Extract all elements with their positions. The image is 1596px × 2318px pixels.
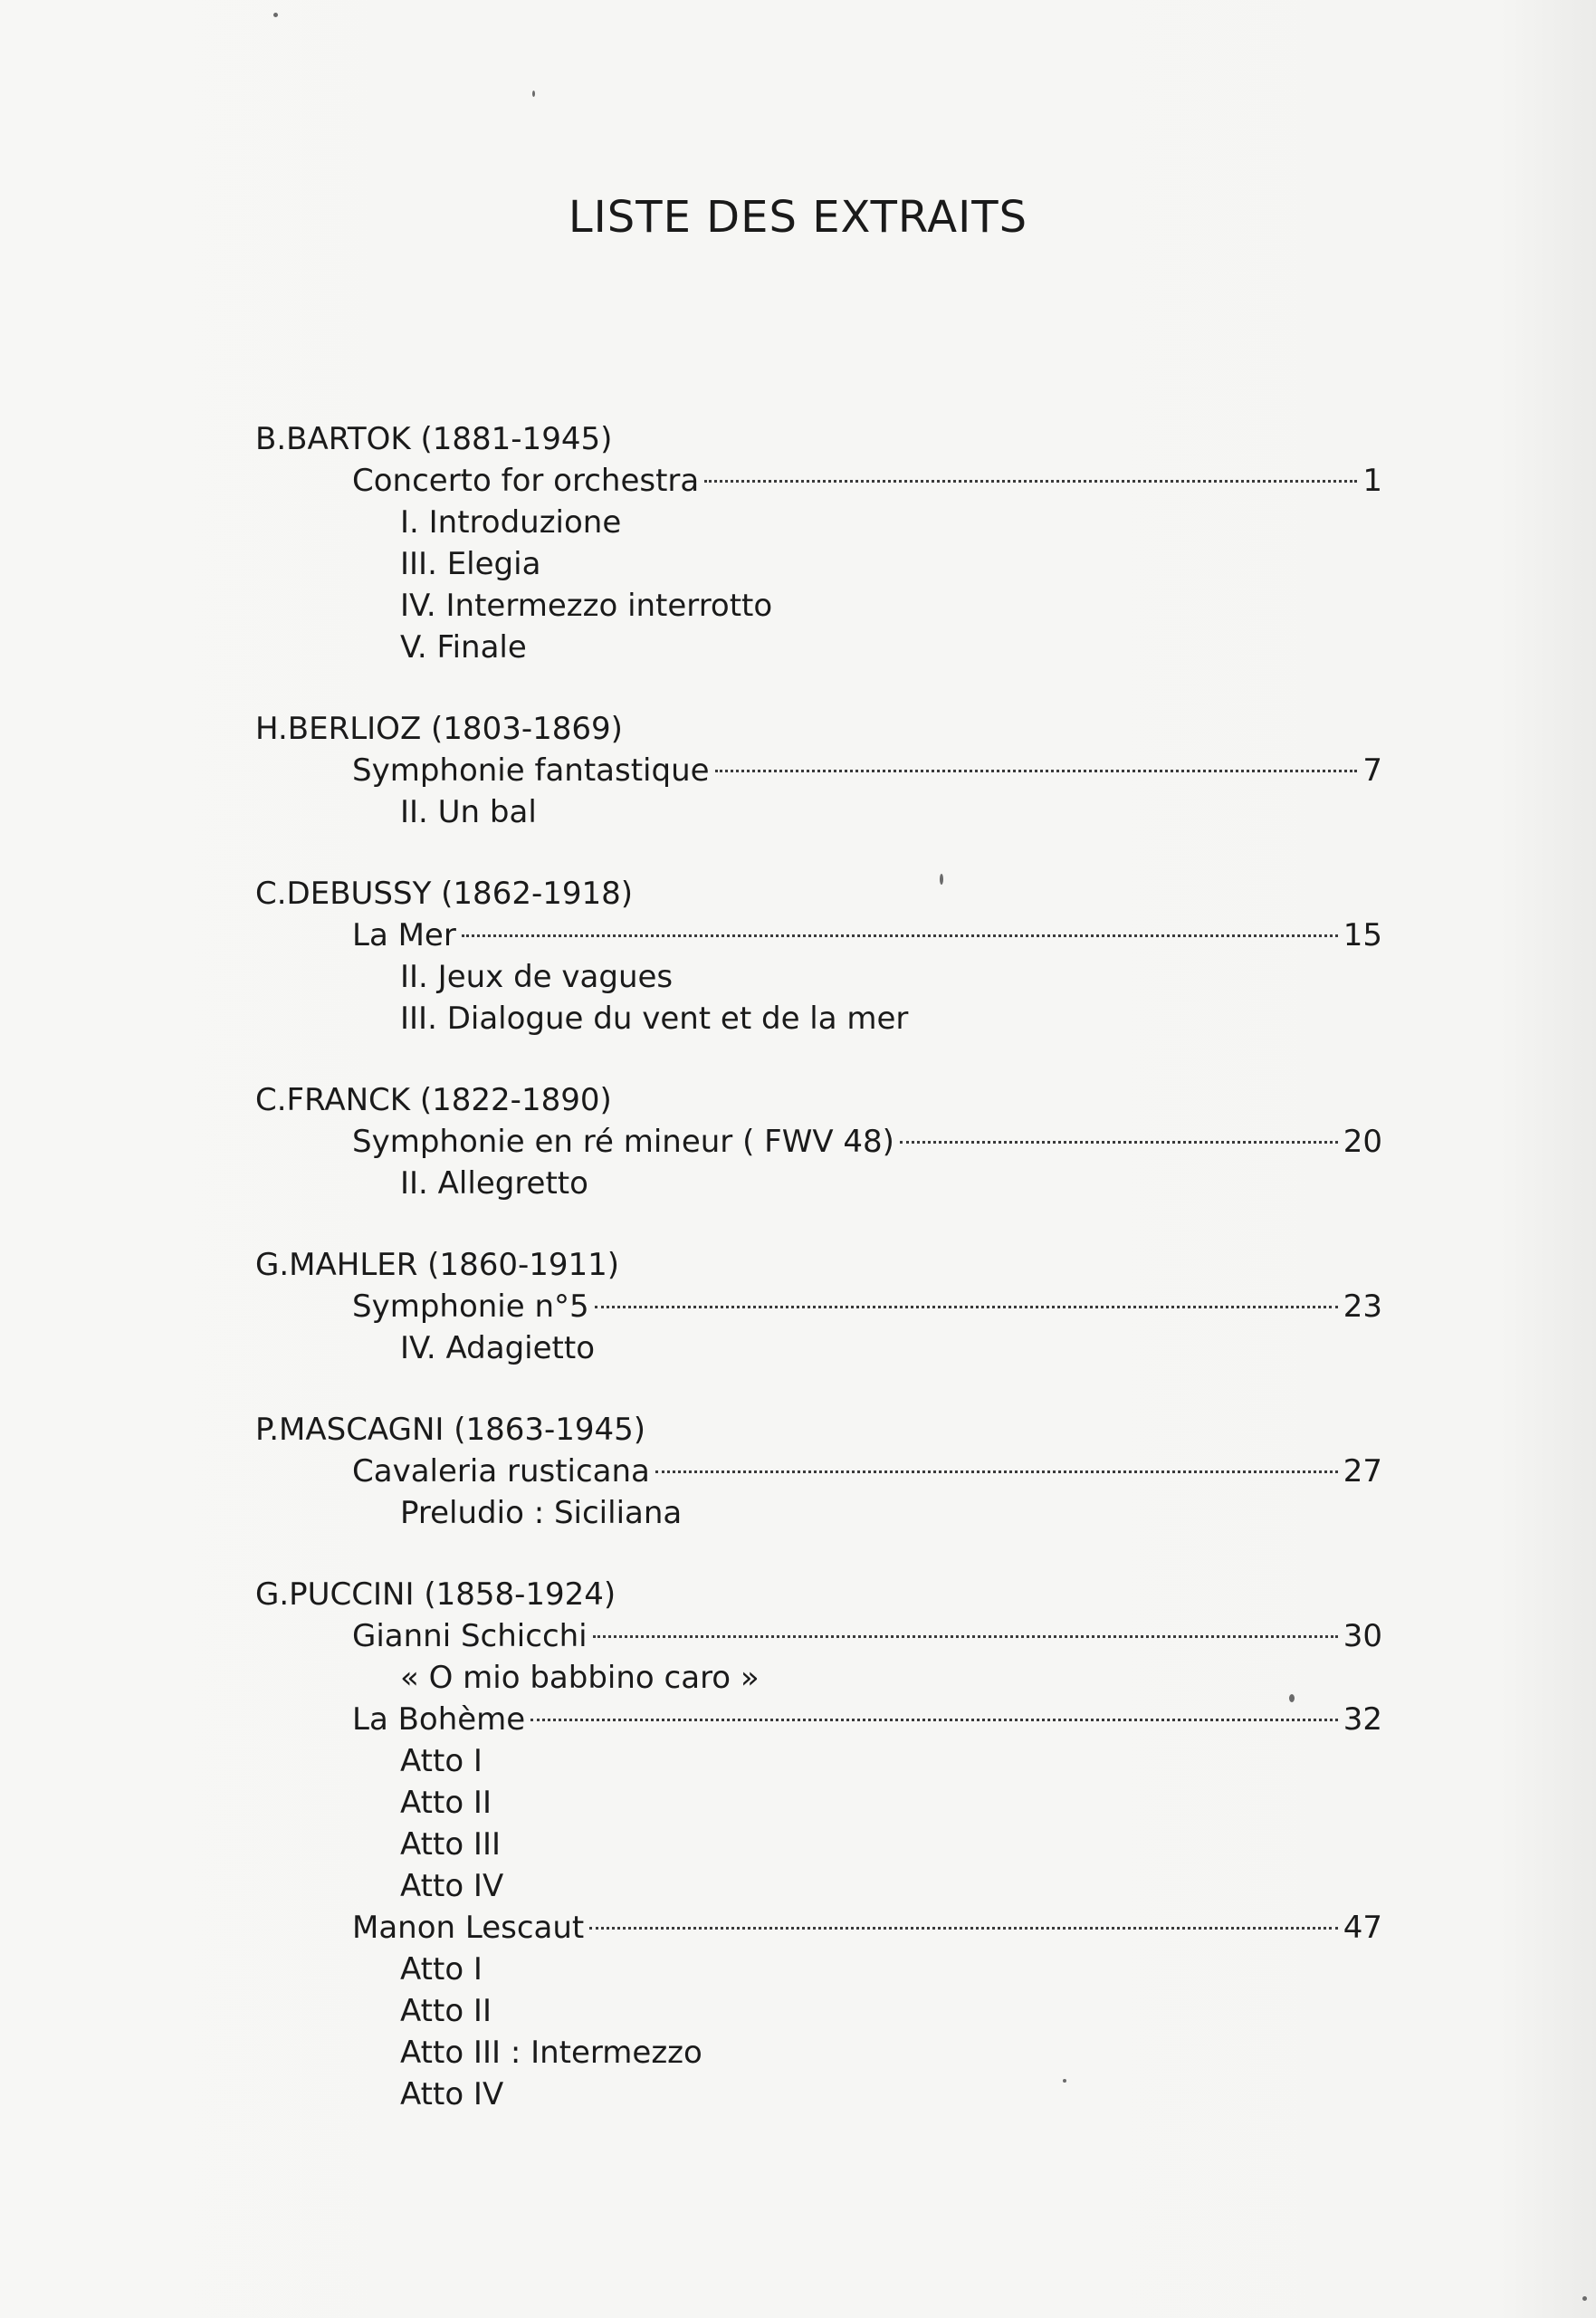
movement-item: II. Un bal [400, 794, 537, 830]
work-title: Symphonie fantastique [352, 752, 710, 789]
dot-leader [704, 480, 1357, 483]
composer-heading: P.MASCAGNI (1863-1945) [255, 1412, 646, 1448]
movement-item: Atto I [400, 1951, 483, 1988]
page-number: 23 [1343, 1288, 1382, 1325]
movement-item: « O mio babbino caro » [400, 1660, 760, 1696]
movement-item: IV. Adagietto [400, 1330, 596, 1366]
movement-item: V. Finale [400, 629, 527, 666]
scan-speck [273, 13, 278, 17]
work-title: La Mer [352, 917, 456, 953]
movement-item: Atto II [400, 1993, 492, 2029]
work-entry [352, 915, 1382, 956]
composer-heading: B.BARTOK (1881-1945) [255, 421, 613, 457]
movement-item: I. Introduzione [400, 504, 622, 541]
scan-speck [940, 874, 943, 885]
movement-item: III. Elegia [400, 546, 541, 582]
work-title: Gianni Schicchi [352, 1618, 588, 1654]
dot-leader [715, 770, 1358, 772]
work-title: Symphonie n°5 [352, 1288, 589, 1325]
page-number: 32 [1343, 1701, 1382, 1738]
page-number: 20 [1343, 1124, 1382, 1160]
dot-leader [595, 1306, 1338, 1308]
dot-leader [655, 1470, 1338, 1473]
work-title: Symphonie en ré mineur ( FWV 48) [352, 1124, 894, 1160]
scan-speck [532, 91, 535, 97]
scan-speck [1582, 2296, 1587, 2301]
scan-speck [1289, 1694, 1295, 1702]
work-title: Concerto for orchestra [352, 463, 700, 499]
work-entry [352, 1286, 1382, 1327]
movement-item: Atto IV [400, 1868, 504, 1904]
dot-leader [589, 1927, 1337, 1930]
page-number: 7 [1362, 752, 1382, 789]
scan-speck [1063, 2079, 1066, 2083]
work-title: La Bohème [352, 1701, 526, 1738]
movement-item: Atto I [400, 1743, 483, 1779]
work-entry [352, 1121, 1382, 1163]
dot-leader [900, 1141, 1338, 1144]
composer-heading: G.PUCCINI (1858-1924) [255, 1576, 616, 1613]
movement-item: Atto IV [400, 2076, 504, 2112]
work-entry [352, 460, 1382, 502]
work-entry [352, 1615, 1382, 1657]
work-entry [352, 1451, 1382, 1492]
page-title: LISTE DES EXTRAITS [568, 192, 1028, 243]
movement-item: Atto II [400, 1785, 492, 1821]
dot-leader [593, 1635, 1338, 1638]
work-entry [352, 1907, 1382, 1949]
composer-heading: H.BERLIOZ (1803-1869) [255, 711, 623, 747]
work-title: Cavaleria rusticana [352, 1453, 650, 1489]
page-number: 27 [1343, 1453, 1382, 1489]
movement-item: IV. Intermezzo interrotto [400, 588, 773, 624]
composer-heading: C.FRANCK (1822-1890) [255, 1082, 612, 1118]
composer-heading: G.MAHLER (1860-1911) [255, 1247, 620, 1283]
page-number: 15 [1343, 917, 1382, 953]
movement-item: Atto III [400, 1826, 502, 1863]
work-title: Manon Lescaut [352, 1910, 585, 1946]
dot-leader [530, 1719, 1338, 1721]
movement-item: Preludio : Siciliana [400, 1495, 683, 1531]
movement-item: II. Jeux de vagues [400, 959, 674, 995]
movement-item: III. Dialogue du vent et de la mer [400, 1001, 909, 1037]
page-number: 1 [1362, 463, 1382, 499]
work-entry [352, 1699, 1382, 1740]
composer-heading: C.DEBUSSY (1862-1918) [255, 876, 634, 912]
page-number: 30 [1343, 1618, 1382, 1654]
work-entry [352, 750, 1382, 791]
page-number: 47 [1343, 1910, 1382, 1946]
dot-leader [462, 934, 1338, 937]
table-of-contents [255, 418, 1382, 2115]
movement-item: Atto III : Intermezzo [400, 2035, 702, 2071]
movement-item: II. Allegretto [400, 1165, 588, 1202]
